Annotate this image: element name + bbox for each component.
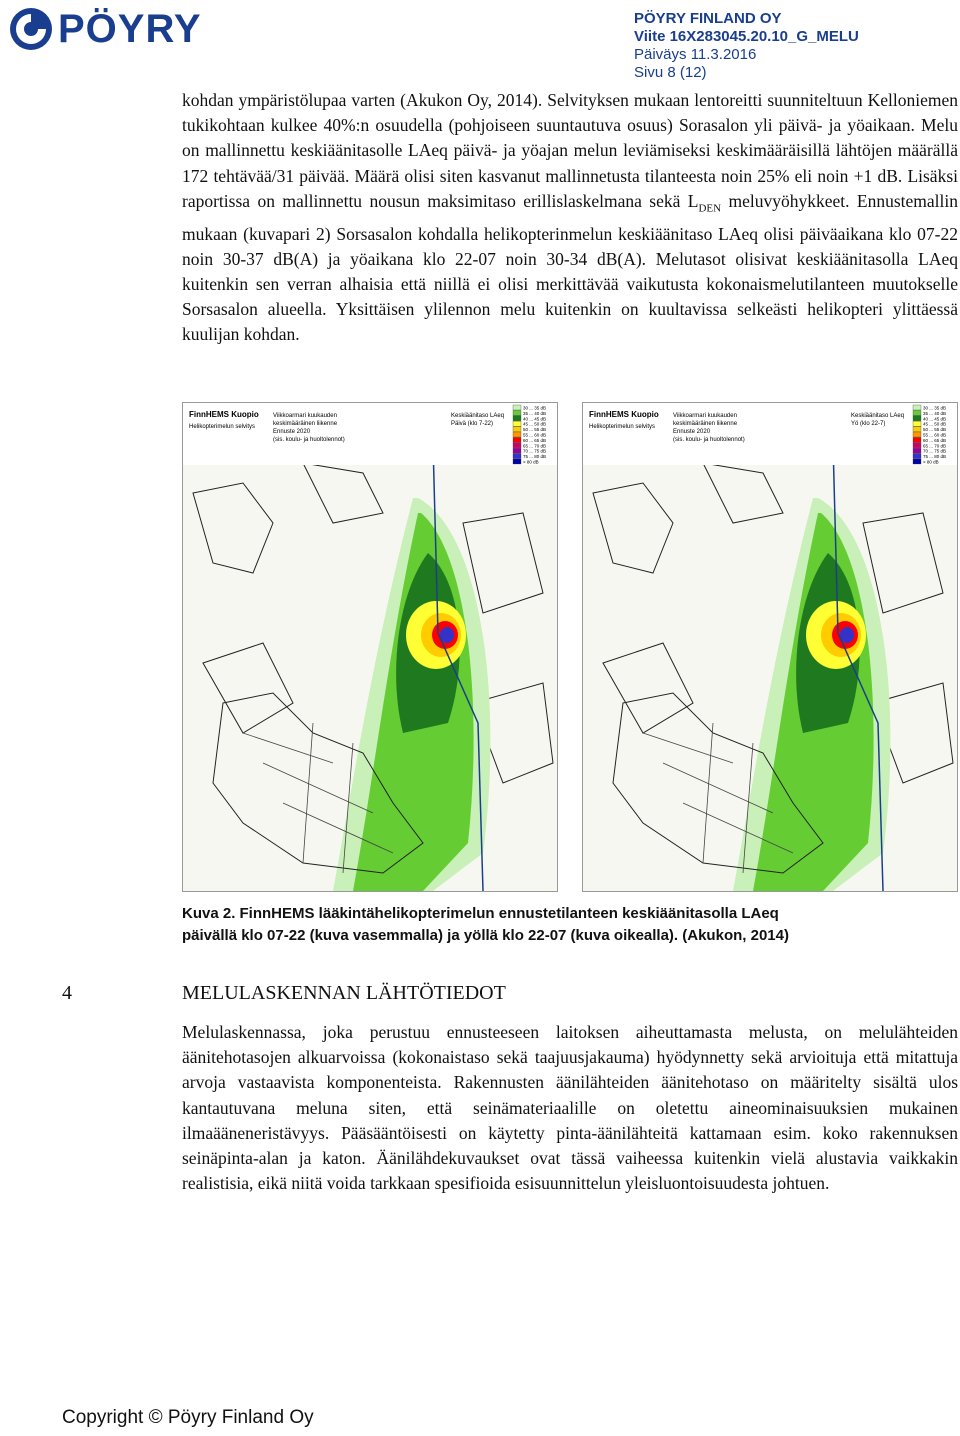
legend-swatch — [513, 410, 521, 415]
legend-label: 45 ... 50 dB — [523, 421, 547, 427]
legend-label: 30 ... 35 dB — [523, 405, 547, 411]
map-day-title1: FinnHEMS Kuopio — [189, 410, 259, 419]
map-night-legend — [913, 405, 946, 465]
legend-swatch — [513, 443, 521, 448]
legend-swatch — [913, 448, 921, 453]
legend-swatch — [913, 421, 921, 426]
body-text-part2: meluvyöhykkeet. Ennustemallin mukaan (kuvapari 2) Sorsasalon kohdalla helikopterinmelun keskiäänitaso LAeq olisi päiväaikana klo 07-22 noin 30-37 dB(A) ja yöaikana klo 22-07 noin 30-34 dB(A). Melutasot olisivat keskiäänitasolla LAeq kuitenkin sen verran alhaisia että niillä ei olisi merkittävää vaikutusta kokonaismelutilanteen muutokselle Sorsasalon alueella. Yksittäisen ylilennon melu kuitenkin on kuultavissa selkeästi helikopteri ylittäessä kuulijan kohdan. — [182, 190, 958, 345]
legend-swatch — [513, 416, 521, 421]
noise-map-night — [582, 402, 958, 892]
section-text: Melulaskennassa, joka perustuu ennusteeseen laitoksen aiheuttamasta melusta, on melulähteiden äänitehotasojen alkuarvoissa (kokonaistaso sekä taajuusjakauma) hyödynnetty sekä arvioituja että mitattuja arvoja vastaavista komponenteista. Rakennusten äänilähteiden äänitehotaso on määritelty sisältä ulos kantautuvana meluna siten, että seinämateriaalille on oletettu aineominaisuuksien mukainen ilmaääneneristävyys. Pääsääntöisesti on käytetty pinta-äänilähteitä kattamaan esim. koko rakennuksen seinäpinta-alan ja katon. Äänilähdekuvaukset ovat tässä vaiheessa kuitenkin vielä alustavia vaikkakin realistisia, eikä niitä voida tarkkaan spesifioida esisuunnittelun yleisluontoisuudesta johtuen. — [182, 1022, 958, 1194]
legend-label: 50 ... 55 dB — [523, 427, 547, 433]
noise-map-night-graphic — [583, 403, 957, 891]
legend-label: 30 ... 35 dB — [923, 405, 947, 411]
section-number: 4 — [62, 982, 72, 1004]
legend-swatch — [913, 443, 921, 448]
figure-caption — [182, 903, 958, 947]
body-text-sub: DEN — [698, 202, 722, 215]
legend-swatch — [913, 405, 921, 410]
section-paragraph — [182, 1020, 958, 1196]
noise-maps — [182, 402, 958, 892]
map-day-desc2: keskimääräinen liikenne — [273, 421, 338, 427]
body-paragraph — [182, 88, 958, 348]
legend-swatch — [913, 427, 921, 432]
legend-label: 70 ... 75 dB — [923, 448, 947, 454]
map-night-desc4: (sis. koulu- ja huoltolennot) — [673, 437, 745, 443]
map-day-legend-title: Keskiäänitaso LAeq — [451, 413, 505, 419]
legend-label: 60 ... 65 dB — [923, 437, 947, 443]
body-text-part1: kohdan ympäristölupaa varten (Akukon Oy, 2014). Selvityksen mukaan lentoreitti suunniteltuun Kelloniemen tukikohtaan kulkee 40%:n osuudella (pohjoiseen suuntautuva osuus) Sorasalon yli päivä- ja yöaikaan. Melu on mallinnettu keskiäänitasolle LAeq päivä- ja yöajan melun leviämiseksi keskimääräisillä lähtöjen määrällä 172 tehtävää/31 päivää. Määrä olisi siten kasvanut mallinnetusta tilanteesta noin 25% eli noin +1 dB. Lisäksi raportissa on mallinnettu nousun maksimitaso erillislaskelmana sekä L — [182, 90, 958, 211]
legend-swatch — [913, 410, 921, 415]
caption-line2: päivällä klo 07-22 (kuva vasemmalla) ja yöllä klo 22-07 (kuva oikealla). (Akukon, 2014) — [182, 927, 789, 944]
legend-label: 75 ... 80 dB — [923, 454, 947, 460]
legend-swatch — [513, 427, 521, 432]
noise-map-day — [182, 402, 558, 892]
map-night-title1: FinnHEMS Kuopio — [589, 410, 659, 419]
map-day-legend-sub: Päivä (klo 7-22) — [451, 421, 494, 427]
map-day-legend — [513, 405, 546, 465]
map-day-desc4: (sis. koulu- ja huoltolennot) — [273, 437, 345, 443]
section-title: MELULASKENNAN LÄHTÖTIEDOT — [182, 982, 506, 1004]
map-night-desc2: keskimääräinen liikenne — [673, 421, 738, 427]
legend-label: > 80 dB — [523, 459, 539, 465]
logo-text: PÖYRY — [58, 6, 202, 51]
caption-line1: Kuva 2. FinnHEMS lääkintähelikopterimelun ennustetilanteen keskiäänitasolla LAeq — [182, 905, 779, 922]
header-page: Sivu 8 (12) — [634, 64, 707, 81]
legend-swatch — [513, 405, 521, 410]
poyry-logo — [8, 6, 248, 52]
legend-swatch — [513, 454, 521, 459]
legend-label: 35 ... 40 dB — [923, 410, 947, 416]
legend-label: 40 ... 45 dB — [523, 416, 547, 422]
legend-label: > 80 dB — [923, 459, 939, 465]
legend-label: 50 ... 55 dB — [923, 427, 947, 433]
legend-label: 55 ... 60 dB — [523, 432, 547, 438]
map-day-title2: Helikopterimelun selvitys — [189, 424, 256, 430]
map-night-legend-sub: Yö (klo 22-7) — [851, 421, 886, 427]
legend-swatch — [913, 454, 921, 459]
map-night-desc3: Ennuste 2020 — [673, 429, 711, 435]
legend-swatch — [913, 437, 921, 442]
legend-label: 45 ... 50 dB — [923, 421, 947, 427]
legend-label: 75 ... 80 dB — [523, 454, 547, 460]
footer-copyright: Copyright © Pöyry Finland Oy — [62, 1407, 314, 1428]
legend-label: 65 ... 70 dB — [923, 443, 947, 449]
map-night-desc1: Viikkoarmari kuukauden — [673, 413, 737, 419]
document-header — [634, 10, 859, 82]
legend-label: 60 ... 65 dB — [523, 437, 547, 443]
legend-swatch — [913, 416, 921, 421]
map-day-desc1: Viikkoarmari kuukauden — [273, 413, 337, 419]
poyry-logo-icon — [8, 6, 54, 52]
legend-label: 65 ... 70 dB — [523, 443, 547, 449]
map-night-title2: Helikopterimelun selvitys — [589, 424, 656, 430]
legend-swatch — [913, 432, 921, 437]
legend-label: 35 ... 40 dB — [523, 410, 547, 416]
legend-swatch — [913, 459, 921, 464]
legend-label: 70 ... 75 dB — [523, 448, 547, 454]
map-day-desc3: Ennuste 2020 — [273, 429, 311, 435]
map-night-legend-title: Keskiäänitaso LAeq — [851, 413, 905, 419]
header-company: PÖYRY FINLAND OY — [634, 10, 782, 27]
legend-label: 55 ... 60 dB — [923, 432, 947, 438]
header-reference: Viite 16X283045.20.10_G_MELU — [634, 28, 859, 45]
legend-label: 40 ... 45 dB — [923, 416, 947, 422]
noise-map-day-graphic — [183, 403, 557, 891]
legend-swatch — [513, 448, 521, 453]
legend-swatch — [513, 437, 521, 442]
header-date: Päiväys 11.3.2016 — [634, 46, 757, 63]
legend-swatch — [513, 421, 521, 426]
legend-swatch — [513, 432, 521, 437]
legend-swatch — [513, 459, 521, 464]
